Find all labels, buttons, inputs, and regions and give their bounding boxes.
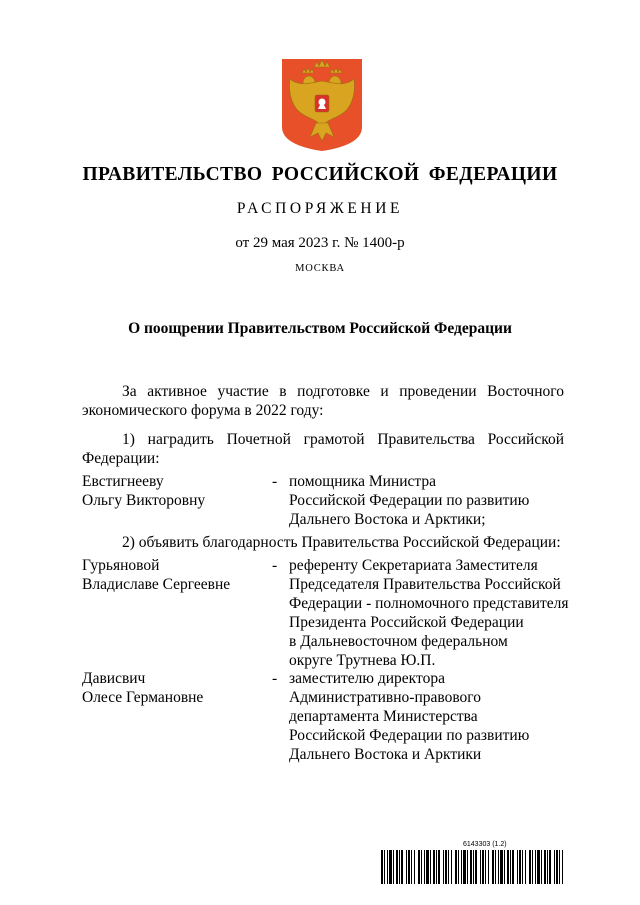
position-line: Российской Федерации по развитию	[289, 727, 530, 744]
intro-line-2: экономического форума в 2022 году:	[82, 402, 324, 419]
number-sign: №	[344, 235, 359, 251]
position-line: Федерации - полномочного представителя	[289, 595, 569, 612]
awardee-position	[289, 556, 579, 670]
document-number: 1400-р	[362, 235, 405, 251]
item-2-line: 2) объявить благодарность Правительства Российской Федерации:	[122, 534, 561, 551]
date-prefix: от	[235, 235, 250, 251]
awardee-given-name: Владиславе Сергеевне	[82, 576, 231, 593]
document-code: 6143303 (1.2)	[463, 841, 507, 848]
government-title: ПРАВИТЕЛЬСТВО РОССИЙСКОЙ ФЕДЕРАЦИИ	[82, 164, 558, 185]
awardee-surname: Евстигнееву	[82, 473, 164, 490]
position-line: Дальнего Востока и Арктики	[289, 746, 482, 763]
awardee-name	[82, 556, 262, 594]
awardee-given-name: Олесе Германовне	[82, 689, 204, 706]
document-type: РАСПОРЯЖЕНИЕ	[236, 200, 404, 217]
awardee-surname: Гурьяновой	[82, 557, 160, 574]
awardee-surname: Дависвич	[82, 670, 146, 687]
position-line: в Дальневосточном федеральном	[289, 633, 508, 650]
barcode-icon	[381, 850, 566, 884]
awardee-given-name: Ольгу Викторовну	[82, 492, 206, 509]
awardee-position	[289, 472, 579, 529]
position-line: Российской Федерации по развитию	[289, 492, 530, 509]
separator-dash: -	[272, 670, 278, 687]
position-line: референту Секретариата Заместителя	[289, 557, 538, 574]
separator-dash: -	[272, 473, 278, 490]
separator-dash: -	[272, 557, 278, 574]
document-date	[0, 235, 640, 252]
coat-of-arms-icon	[280, 57, 364, 153]
awardee-position	[289, 669, 579, 764]
awardee-name	[82, 669, 262, 707]
item-1-line-2: Федерации:	[82, 450, 160, 467]
date-value: 29 мая 2023 г.	[252, 235, 341, 251]
document-subject: О поощрении Правительством Российской Федерации	[128, 320, 512, 337]
position-line: Председателя Правительства Российской	[289, 576, 561, 593]
awardee-name	[82, 472, 262, 510]
position-line: заместителю директора	[289, 670, 445, 687]
position-line: помощника Министра	[289, 473, 437, 490]
position-line: Административно-правового	[289, 689, 482, 706]
position-line: Дальнего Востока и Арктики;	[289, 511, 486, 528]
item-1-line-1: 1) наградить Почетной грамотой Правительства Российской	[122, 431, 564, 448]
intro-line-1: За активное участие в подготовке и проведении Восточного	[122, 383, 564, 400]
position-line: Президента Российской Федерации	[289, 614, 524, 631]
position-line: департамента Министерства	[289, 708, 478, 725]
position-line: округе Трутнева Ю.П.	[289, 652, 436, 669]
document-city: МОСКВА	[295, 263, 345, 274]
